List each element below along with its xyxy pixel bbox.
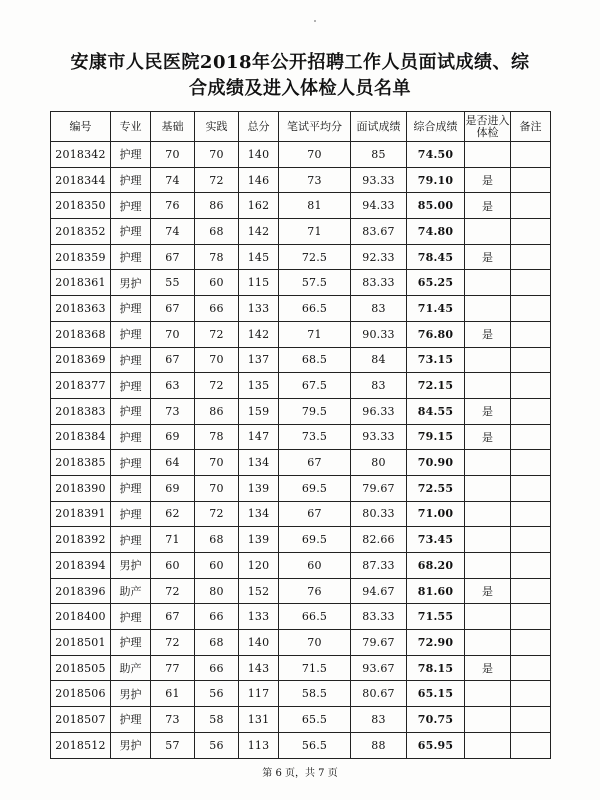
cell-practice: 70	[195, 450, 239, 476]
cell-written-avg: 67.5	[279, 373, 351, 399]
header-written-avg: 笔试平均分	[279, 112, 351, 142]
cell-composite: 73.15	[407, 347, 465, 373]
cell-total: 133	[239, 296, 279, 322]
cell-id: 2018390	[51, 475, 111, 501]
table-row	[51, 475, 551, 501]
cell-composite: 79.10	[407, 167, 465, 193]
cell-practice: 70	[195, 347, 239, 373]
cell-remarks	[511, 604, 551, 630]
cell-composite: 78.45	[407, 244, 465, 270]
cell-physical	[465, 732, 511, 758]
cell-written-avg: 71	[279, 219, 351, 245]
cell-id: 2018377	[51, 373, 111, 399]
cell-composite: 65.95	[407, 732, 465, 758]
cell-id: 2018368	[51, 321, 111, 347]
cell-practice: 72	[195, 167, 239, 193]
cell-interview: 93.33	[351, 167, 407, 193]
cell-physical	[465, 373, 511, 399]
cell-total: 140	[239, 142, 279, 168]
cell-id: 2018342	[51, 142, 111, 168]
cell-total: 159	[239, 398, 279, 424]
cell-major: 护理	[111, 630, 151, 656]
cell-practice: 86	[195, 193, 239, 219]
cell-basic: 67	[151, 244, 195, 270]
cell-physical	[465, 630, 511, 656]
table-row	[51, 630, 551, 656]
cell-composite: 68.20	[407, 553, 465, 579]
cell-interview: 93.67	[351, 655, 407, 681]
document-title	[40, 50, 560, 102]
cell-practice: 60	[195, 553, 239, 579]
table-row	[51, 732, 551, 758]
table-row	[51, 270, 551, 296]
cell-basic: 57	[151, 732, 195, 758]
cell-interview: 83	[351, 707, 407, 733]
cell-written-avg: 71.5	[279, 655, 351, 681]
cell-id: 2018352	[51, 219, 111, 245]
table-row	[51, 655, 551, 681]
table-row	[51, 219, 551, 245]
cell-basic: 67	[151, 347, 195, 373]
cell-interview: 80.67	[351, 681, 407, 707]
cell-physical	[465, 270, 511, 296]
cell-remarks	[511, 681, 551, 707]
cell-composite: 73.45	[407, 527, 465, 553]
cell-interview: 94.33	[351, 193, 407, 219]
cell-remarks	[511, 553, 551, 579]
cell-physical: 是	[465, 321, 511, 347]
cell-basic: 74	[151, 167, 195, 193]
cell-written-avg: 57.5	[279, 270, 351, 296]
cell-remarks	[511, 373, 551, 399]
cell-remarks	[511, 167, 551, 193]
cell-remarks	[511, 244, 551, 270]
cell-remarks	[511, 296, 551, 322]
cell-practice: 80	[195, 578, 239, 604]
cell-interview: 79.67	[351, 630, 407, 656]
cell-remarks	[511, 655, 551, 681]
cell-remarks	[511, 270, 551, 296]
cell-written-avg: 56.5	[279, 732, 351, 758]
cell-written-avg: 81	[279, 193, 351, 219]
cell-written-avg: 67	[279, 450, 351, 476]
cell-id: 2018385	[51, 450, 111, 476]
header-major: 专业	[111, 112, 151, 142]
cell-major: 护理	[111, 142, 151, 168]
scan-speck	[314, 20, 316, 22]
cell-total: 145	[239, 244, 279, 270]
header-basic: 基础	[151, 112, 195, 142]
title-line-1: 安康市人民医院2018年公开招聘工作人员面试成绩、综	[70, 52, 530, 73]
cell-practice: 68	[195, 630, 239, 656]
cell-physical	[465, 604, 511, 630]
cell-major: 护理	[111, 604, 151, 630]
cell-written-avg: 79.5	[279, 398, 351, 424]
cell-major: 男护	[111, 270, 151, 296]
cell-physical: 是	[465, 398, 511, 424]
cell-total: 143	[239, 655, 279, 681]
cell-major: 护理	[111, 450, 151, 476]
cell-basic: 72	[151, 630, 195, 656]
header-total: 总分	[239, 112, 279, 142]
cell-basic: 69	[151, 424, 195, 450]
cell-interview: 90.33	[351, 321, 407, 347]
cell-total: 131	[239, 707, 279, 733]
cell-major: 护理	[111, 424, 151, 450]
cell-physical: 是	[465, 578, 511, 604]
cell-physical	[465, 296, 511, 322]
cell-id: 2018344	[51, 167, 111, 193]
cell-id: 2018350	[51, 193, 111, 219]
cell-physical	[465, 347, 511, 373]
cell-id: 2018363	[51, 296, 111, 322]
cell-interview: 83	[351, 296, 407, 322]
cell-remarks	[511, 707, 551, 733]
cell-basic: 63	[151, 373, 195, 399]
cell-physical	[465, 707, 511, 733]
cell-written-avg: 72.5	[279, 244, 351, 270]
cell-composite: 76.80	[407, 321, 465, 347]
cell-composite: 81.60	[407, 578, 465, 604]
cell-basic: 70	[151, 142, 195, 168]
cell-total: 162	[239, 193, 279, 219]
cell-written-avg: 70	[279, 142, 351, 168]
cell-interview: 94.67	[351, 578, 407, 604]
cell-composite: 72.15	[407, 373, 465, 399]
cell-written-avg: 60	[279, 553, 351, 579]
cell-composite: 71.55	[407, 604, 465, 630]
cell-id: 2018391	[51, 501, 111, 527]
cell-id: 2018396	[51, 578, 111, 604]
cell-practice: 60	[195, 270, 239, 296]
cell-physical	[465, 527, 511, 553]
header-practice: 实践	[195, 112, 239, 142]
cell-id: 2018383	[51, 398, 111, 424]
cell-written-avg: 65.5	[279, 707, 351, 733]
cell-written-avg: 69.5	[279, 475, 351, 501]
cell-interview: 88	[351, 732, 407, 758]
cell-physical: 是	[465, 167, 511, 193]
cell-remarks	[511, 321, 551, 347]
cell-basic: 71	[151, 527, 195, 553]
table-row	[51, 142, 551, 168]
cell-practice: 72	[195, 321, 239, 347]
cell-major: 护理	[111, 193, 151, 219]
cell-interview: 84	[351, 347, 407, 373]
cell-interview: 83.67	[351, 219, 407, 245]
cell-practice: 78	[195, 424, 239, 450]
cell-practice: 56	[195, 681, 239, 707]
cell-interview: 85	[351, 142, 407, 168]
cell-id: 2018501	[51, 630, 111, 656]
cell-composite: 79.15	[407, 424, 465, 450]
cell-composite: 78.15	[407, 655, 465, 681]
cell-total: 115	[239, 270, 279, 296]
cell-composite: 70.90	[407, 450, 465, 476]
cell-physical	[465, 142, 511, 168]
table-row	[51, 450, 551, 476]
cell-major: 护理	[111, 296, 151, 322]
cell-physical: 是	[465, 424, 511, 450]
cell-written-avg: 66.5	[279, 604, 351, 630]
page-footer: 第 6 页，共 7 页	[262, 768, 338, 779]
cell-id: 2018394	[51, 553, 111, 579]
cell-total: 137	[239, 347, 279, 373]
table-body	[51, 142, 551, 759]
cell-remarks	[511, 578, 551, 604]
cell-basic: 62	[151, 501, 195, 527]
cell-interview: 80	[351, 450, 407, 476]
cell-physical: 是	[465, 193, 511, 219]
cell-id: 2018506	[51, 681, 111, 707]
cell-interview: 92.33	[351, 244, 407, 270]
cell-total: 139	[239, 475, 279, 501]
cell-remarks	[511, 630, 551, 656]
cell-remarks	[511, 347, 551, 373]
cell-id: 2018392	[51, 527, 111, 553]
cell-total: 117	[239, 681, 279, 707]
cell-interview: 83	[351, 373, 407, 399]
cell-physical	[465, 219, 511, 245]
cell-physical	[465, 553, 511, 579]
cell-major: 护理	[111, 373, 151, 399]
table-row	[51, 244, 551, 270]
table-row	[51, 681, 551, 707]
cell-basic: 55	[151, 270, 195, 296]
cell-composite: 65.15	[407, 681, 465, 707]
cell-remarks	[511, 398, 551, 424]
cell-remarks	[511, 501, 551, 527]
cell-composite: 72.90	[407, 630, 465, 656]
table-row	[51, 347, 551, 373]
cell-written-avg: 73.5	[279, 424, 351, 450]
cell-written-avg: 71	[279, 321, 351, 347]
cell-written-avg: 73	[279, 167, 351, 193]
cell-interview: 83.33	[351, 604, 407, 630]
cell-major: 护理	[111, 219, 151, 245]
cell-major: 护理	[111, 347, 151, 373]
cell-major: 助产	[111, 578, 151, 604]
cell-remarks	[511, 142, 551, 168]
cell-composite: 70.75	[407, 707, 465, 733]
header-id: 编号	[51, 112, 111, 142]
cell-total: 152	[239, 578, 279, 604]
cell-written-avg: 70	[279, 630, 351, 656]
cell-total: 134	[239, 501, 279, 527]
cell-composite: 85.00	[407, 193, 465, 219]
cell-interview: 87.33	[351, 553, 407, 579]
cell-practice: 72	[195, 373, 239, 399]
cell-total: 147	[239, 424, 279, 450]
cell-practice: 58	[195, 707, 239, 733]
cell-practice: 78	[195, 244, 239, 270]
cell-physical	[465, 501, 511, 527]
cell-major: 护理	[111, 167, 151, 193]
cell-id: 2018359	[51, 244, 111, 270]
results-table	[50, 111, 551, 759]
cell-total: 140	[239, 630, 279, 656]
cell-basic: 74	[151, 219, 195, 245]
cell-total: 142	[239, 321, 279, 347]
cell-id: 2018507	[51, 707, 111, 733]
cell-composite: 71.45	[407, 296, 465, 322]
cell-physical	[465, 450, 511, 476]
cell-total: 113	[239, 732, 279, 758]
cell-major: 护理	[111, 398, 151, 424]
table-row	[51, 321, 551, 347]
cell-written-avg: 58.5	[279, 681, 351, 707]
cell-total: 120	[239, 553, 279, 579]
cell-total: 134	[239, 450, 279, 476]
cell-major: 护理	[111, 527, 151, 553]
cell-id: 2018512	[51, 732, 111, 758]
table-row	[51, 373, 551, 399]
cell-practice: 66	[195, 604, 239, 630]
cell-basic: 61	[151, 681, 195, 707]
table-row	[51, 553, 551, 579]
cell-practice: 70	[195, 142, 239, 168]
cell-total: 135	[239, 373, 279, 399]
cell-physical: 是	[465, 655, 511, 681]
cell-remarks	[511, 732, 551, 758]
table-row	[51, 167, 551, 193]
header-row	[51, 112, 551, 142]
table-row	[51, 707, 551, 733]
header-interview: 面试成绩	[351, 112, 407, 142]
cell-physical	[465, 475, 511, 501]
cell-remarks	[511, 450, 551, 476]
cell-remarks	[511, 527, 551, 553]
table-row	[51, 604, 551, 630]
cell-remarks	[511, 219, 551, 245]
table-row	[51, 193, 551, 219]
header-composite: 综合成绩	[407, 112, 465, 142]
cell-basic: 67	[151, 604, 195, 630]
table-row	[51, 527, 551, 553]
cell-remarks	[511, 475, 551, 501]
cell-major: 男护	[111, 732, 151, 758]
cell-total: 133	[239, 604, 279, 630]
cell-written-avg: 66.5	[279, 296, 351, 322]
cell-practice: 68	[195, 527, 239, 553]
cell-interview: 83.33	[351, 270, 407, 296]
cell-basic: 73	[151, 398, 195, 424]
cell-physical	[465, 681, 511, 707]
cell-major: 护理	[111, 707, 151, 733]
cell-basic: 64	[151, 450, 195, 476]
cell-practice: 70	[195, 475, 239, 501]
cell-practice: 68	[195, 219, 239, 245]
cell-practice: 86	[195, 398, 239, 424]
cell-practice: 72	[195, 501, 239, 527]
cell-total: 139	[239, 527, 279, 553]
cell-written-avg: 67	[279, 501, 351, 527]
cell-composite: 71.00	[407, 501, 465, 527]
cell-composite: 65.25	[407, 270, 465, 296]
cell-written-avg: 76	[279, 578, 351, 604]
cell-basic: 70	[151, 321, 195, 347]
cell-interview: 82.66	[351, 527, 407, 553]
cell-basic: 67	[151, 296, 195, 322]
cell-major: 护理	[111, 501, 151, 527]
cell-composite: 74.50	[407, 142, 465, 168]
cell-practice: 66	[195, 296, 239, 322]
cell-composite: 72.55	[407, 475, 465, 501]
cell-practice: 66	[195, 655, 239, 681]
cell-basic: 77	[151, 655, 195, 681]
cell-id: 2018369	[51, 347, 111, 373]
cell-interview: 79.67	[351, 475, 407, 501]
cell-interview: 96.33	[351, 398, 407, 424]
cell-basic: 73	[151, 707, 195, 733]
cell-major: 助产	[111, 655, 151, 681]
cell-written-avg: 68.5	[279, 347, 351, 373]
table-row	[51, 296, 551, 322]
cell-total: 146	[239, 167, 279, 193]
table-row	[51, 501, 551, 527]
cell-basic: 76	[151, 193, 195, 219]
cell-basic: 72	[151, 578, 195, 604]
cell-id: 2018400	[51, 604, 111, 630]
header-remarks: 备注	[511, 112, 551, 142]
cell-interview: 80.33	[351, 501, 407, 527]
cell-remarks	[511, 424, 551, 450]
cell-major: 护理	[111, 475, 151, 501]
title-line-2: 合成绩及进入体检人员名单	[189, 78, 411, 99]
table-row	[51, 578, 551, 604]
cell-id: 2018505	[51, 655, 111, 681]
cell-major: 护理	[111, 244, 151, 270]
cell-major: 护理	[111, 321, 151, 347]
cell-practice: 56	[195, 732, 239, 758]
cell-physical: 是	[465, 244, 511, 270]
cell-composite: 84.55	[407, 398, 465, 424]
table-row	[51, 424, 551, 450]
cell-id: 2018384	[51, 424, 111, 450]
header-physical: 是否进入体检	[465, 112, 511, 142]
cell-basic: 69	[151, 475, 195, 501]
cell-remarks	[511, 193, 551, 219]
table-row	[51, 398, 551, 424]
cell-interview: 93.33	[351, 424, 407, 450]
cell-total: 142	[239, 219, 279, 245]
cell-basic: 60	[151, 553, 195, 579]
cell-id: 2018361	[51, 270, 111, 296]
cell-written-avg: 69.5	[279, 527, 351, 553]
cell-major: 男护	[111, 681, 151, 707]
cell-composite: 74.80	[407, 219, 465, 245]
cell-major: 男护	[111, 553, 151, 579]
